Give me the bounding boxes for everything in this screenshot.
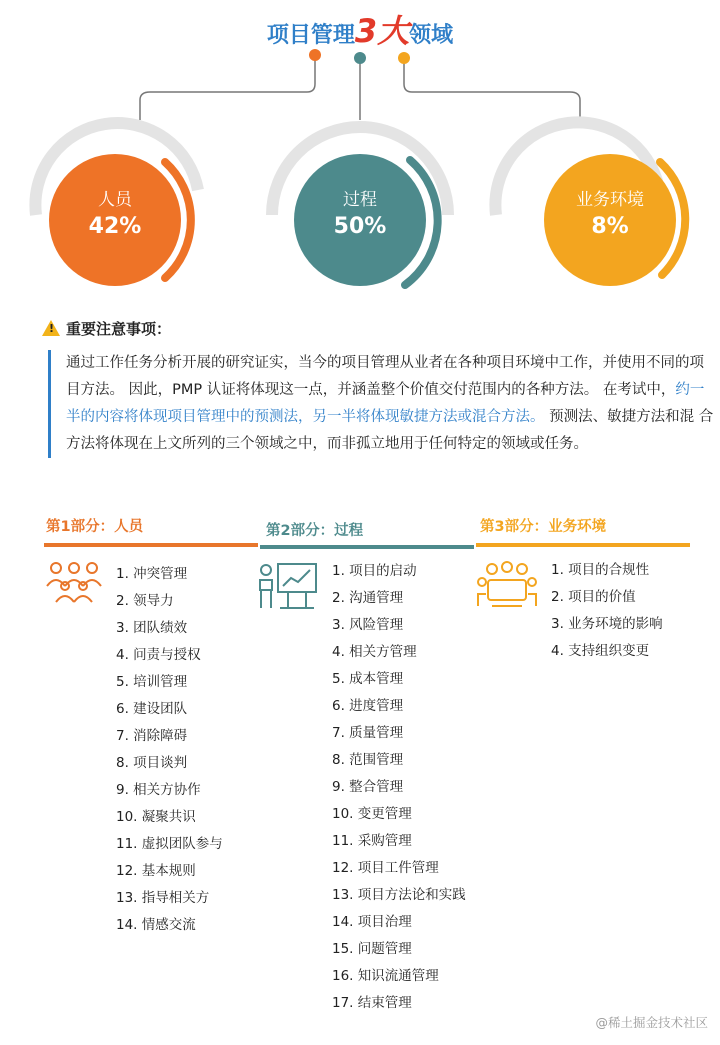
list-item: 9. 整合管理 bbox=[332, 779, 404, 795]
people-group-icon bbox=[44, 560, 104, 604]
domain-process bbox=[300, 185, 420, 239]
dot-business bbox=[398, 52, 410, 64]
domains-diagram bbox=[0, 0, 720, 300]
list-item: 3. 业务环境的影响 bbox=[551, 616, 663, 632]
list-item: 15. 问题管理 bbox=[332, 941, 412, 957]
list-item: 13. 指导相关方 bbox=[116, 890, 210, 906]
list-item: 16. 知识流通管理 bbox=[332, 968, 439, 984]
domain-percent: 8% bbox=[591, 214, 629, 239]
dot-people bbox=[309, 49, 321, 61]
domain-percent: 42% bbox=[88, 214, 142, 239]
presentation-board-icon bbox=[258, 560, 320, 612]
domain-percent: 50% bbox=[333, 214, 387, 239]
list-item: 4. 相关方管理 bbox=[332, 644, 417, 660]
list-item: 12. 项目工件管理 bbox=[332, 860, 439, 876]
list-item: 1. 项目的启动 bbox=[332, 563, 417, 579]
notice-body bbox=[48, 350, 716, 458]
warning-icon bbox=[42, 320, 60, 336]
business-task-list bbox=[551, 557, 663, 665]
meeting-table-icon bbox=[476, 560, 538, 614]
notice-title-text: 重要注意事项： bbox=[66, 320, 172, 338]
domain-name: 过程 bbox=[343, 190, 377, 210]
dot-process bbox=[354, 52, 366, 64]
list-item: 12. 基本规则 bbox=[116, 863, 196, 879]
list-item: 1. 项目的合规性 bbox=[551, 562, 650, 578]
list-item: 3. 风险管理 bbox=[332, 617, 404, 633]
list-item: 2. 沟通管理 bbox=[332, 590, 404, 606]
notice-text-end: 预测法、敏捷方法和混 合方法将体现在上文所列的三个领域之中，而非孤立地用于任何特定的领域或任务。 bbox=[66, 409, 714, 452]
list-item: 7. 质量管理 bbox=[332, 725, 404, 741]
section-bar-people bbox=[44, 543, 258, 547]
list-item: 17. 结束管理 bbox=[332, 995, 412, 1011]
notice-title bbox=[42, 318, 171, 339]
list-item: 6. 进度管理 bbox=[332, 698, 404, 714]
list-item: 4. 问责与授权 bbox=[116, 647, 201, 663]
title-suffix: 领域 bbox=[409, 23, 454, 48]
list-item: 6. 建设团队 bbox=[116, 701, 188, 717]
list-item: 14. 项目治理 bbox=[332, 914, 412, 930]
domain-business bbox=[550, 185, 670, 239]
list-item: 4. 支持组织变更 bbox=[551, 643, 650, 659]
title-main: 项目管理 bbox=[266, 23, 355, 48]
list-item: 8. 范围管理 bbox=[332, 752, 404, 768]
list-item: 9. 相关方协作 bbox=[116, 782, 201, 798]
section-bar-business bbox=[476, 543, 690, 547]
list-item: 5. 成本管理 bbox=[332, 671, 404, 687]
list-item: 10. 变更管理 bbox=[332, 806, 412, 822]
title-number: 3大 bbox=[354, 12, 410, 50]
section-bar-process bbox=[260, 545, 474, 549]
process-task-list bbox=[332, 558, 466, 1017]
section-title-people: 第1部分：人员 bbox=[46, 519, 144, 535]
domain-name: 业务环境 bbox=[576, 190, 644, 210]
list-item: 3. 团队绩效 bbox=[116, 620, 188, 636]
watermark: @稀土掘金技术社区 bbox=[595, 1015, 708, 1030]
people-task-list bbox=[116, 561, 223, 939]
section-title-process: 第2部分：过程 bbox=[266, 523, 364, 539]
list-item: 10. 凝聚共识 bbox=[116, 809, 196, 825]
domain-name: 人员 bbox=[98, 190, 132, 210]
notice-text: 通过工作任务分析开展的研究证实，当今的项目管理从业者在各种项目环境中工作，并使用不同的项目方法。 因此，PMP 认证将体现这一点，并涵盖整个价值交付范围内的各种方法。 在考试中， bbox=[66, 355, 704, 398]
list-item: 7. 消除障碍 bbox=[116, 728, 188, 744]
list-item: 11. 虚拟团队参与 bbox=[116, 836, 223, 852]
list-item: 8. 项目谈判 bbox=[116, 755, 188, 771]
domain-people bbox=[55, 185, 175, 239]
list-item: 2. 项目的价值 bbox=[551, 589, 636, 605]
list-item: 5. 培训管理 bbox=[116, 674, 188, 690]
list-item: 1. 冲突管理 bbox=[116, 566, 188, 582]
list-item: 13. 项目方法论和实践 bbox=[332, 887, 466, 903]
connector-lines bbox=[140, 56, 580, 120]
list-item: 2. 领导力 bbox=[116, 593, 174, 609]
list-item: 14. 情感交流 bbox=[116, 917, 196, 933]
section-title-business: 第3部分：业务环境 bbox=[480, 519, 607, 535]
list-item: 11. 采购管理 bbox=[332, 833, 412, 849]
notice-highlight: 约一半的内容将体现项目管理中的预测法，另一半将体现敏捷方法或混合方法。 bbox=[66, 382, 705, 425]
